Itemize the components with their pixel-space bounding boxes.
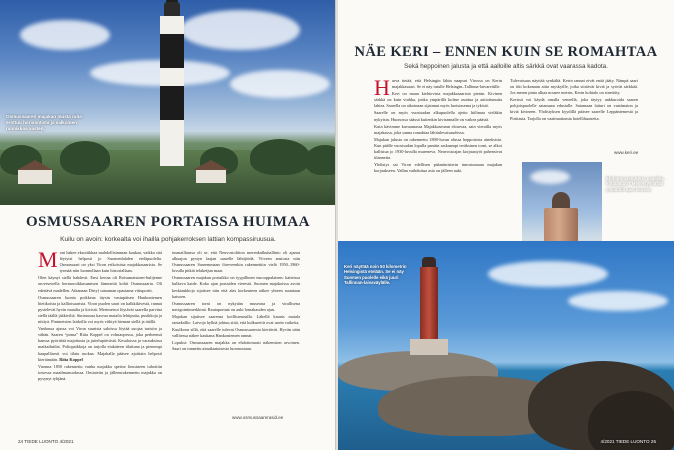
paragraph: Saarelle on myös vuosisadan alkupuolella ajettu hiilimaa vieläkin nykyisin. Huonossa säässä kuitenkin kivirannalle on vaikea päästä. xyxy=(374,110,502,122)
paragraph: Majakan jalusta on rakennettu 1800-luvun alussa heppoisista aineksista. Kun päälle vuosisadan lopulla pantiin raskaampi teräksinen torni, se alkoi kallistua jo 1930-luvulla mureneva. Neuvostoajan korjaustyöt pahensivat tilannetta. xyxy=(374,136,502,161)
article-subtitle: Sekä heppoinen jalusta ja että aalloille altis särkkä ovat vaarassa kadota. xyxy=(404,63,608,70)
paragraph: Osmussaaren torni on nykyään museona ja virallisena navigointimerkkinä. Rautaportaat on auki lomakauden ajan. xyxy=(172,300,300,312)
paragraph: Kuin kävimme kuvaamassa Majakkaseuran eloarvaa, sain vierailla myös majakassa, joka sanna romahtaa lähitulevaisuudessa. xyxy=(374,123,502,135)
website-link[interactable]: www.keri.ee xyxy=(614,150,639,155)
paragraph: Tulevaisuus näyttää synkältä. Kerin rannat eivät enää jääty. Nämpä saari on iiki kokonaan aitta myskyille, jotka siirtävät kiviä ja syövät särkkää. Jos meren pinta alkaa nousee metrin, Kerin kohtalo on sinetöity. xyxy=(510,78,638,96)
left-page xyxy=(0,0,336,450)
lighthouse-tower xyxy=(160,16,184,166)
right-page xyxy=(338,0,674,450)
paragraph: Majakan sijaitsee saarensa koillisreunalla. Lähellä kaunis matala rantakallio. Laivoja hylkiä johtuu siitä, että kulkureitit ovat usein vaikeita. xyxy=(172,313,300,326)
right-column-1 xyxy=(374,78,502,240)
drop-cap: H xyxy=(374,78,390,100)
article-title: NÄE KERI – ENNEN KUIN SE ROMAHTAA xyxy=(354,44,658,60)
left-column-1 xyxy=(38,250,162,434)
page-folio: 4/2021 TIEDE LUONTO 25 xyxy=(600,439,656,444)
red-lighthouse xyxy=(420,267,438,345)
website-link[interactable]: www.osmussaarerasid.ee xyxy=(232,415,284,420)
paragraph: Kerissä voi käydä omalla veneellä, joka täytyy ankkuroida saaren pohjoispuolelle satamaan edustalle. Satamaan laituri on vaatimaton ja kiviä kivineen. Yhdistyksen kyydillä pääsee saarelle Leppäniemestä ja Pirittasta. Tarjolla on vaatimattomia hotellihuoneita. xyxy=(510,97,638,121)
article-title: OSMUSSAAREN PORTAISSA HUIMAA xyxy=(25,214,311,230)
paragraph xyxy=(38,326,162,363)
paragraph: Osmussaaren majakan portaikko on tyypillinen eurooppalainen: kaiteissa kulkeva kaide. Koko ajan portaiden vierestä. Suomen majakoissa avoin keskiaukkoja sijaitsee niin että alas korkeuteen näkee yhteen suuntaan katsoen. xyxy=(172,275,300,299)
photo-caption: Osmussaaren majakan musta raita erottuu horisontista ja valkoinen rannikkoa vasten. xyxy=(6,114,82,131)
paragraph: Osmussaaren luonto poikkeaa täysin vastapäisen Hankoniemen hietikoista ja kallioisaarista. Viron puolen saari on kalkkikivestä, rannat pystelevät hyvin matalia ja kivisiä. Merimetsot löytävät saarella parvina siellä täällä jääkiviltä. Siniruusua kasvaa matalia lehtipuita, pusikkoja ja niittyä. Pinimetsien laidoilla voi myös viihtyä hieman siellä ja täällä. xyxy=(38,294,162,325)
paragraph: oni hakee eksotiikkaa mahdollisimman kaukaa, vaikka sitä löytyisi helposti jo Suomenlahden eteläpuolelta. Osmussaari on yksi Viron erikoisista majakkasaarista. Se tyrmää niin luonnollaan kuin historiallaan. xyxy=(59,250,162,274)
paragraph-text: Vanhassa ajassa voi Viron suurista saloissa löytää suojaa turistin ja vähän. Saaren “poma” Riita Koppel on volmaopessa, joka perheensä kanssa pyörittää majoitusta ja juttelupäivästä. Kesaloissa ja varauksissa matkailutilat. Poltopaikkoja on tarjolla etukäteen tilattuna ja pienempi kaupallisesti voi tilata ruokaa. Majakalla pääsee ajoittain helposti kiertämään. xyxy=(38,326,162,362)
drop-cap: M xyxy=(38,250,58,272)
osmussaar-lighthouse-photo xyxy=(0,0,336,205)
paragraph: Vuonna 1850 rakennettu vanha majakka speitse linssineen tuhottiin toisessa maailmansodassa. Omistettu ja jälleenrakennettu majakka on pysynyt tyhjänä. xyxy=(38,363,162,381)
left-column-2 xyxy=(172,250,300,412)
page-folio: 24 TIEDE LUONTO 4/2021 xyxy=(18,439,74,444)
right-column-2 xyxy=(510,78,638,146)
paragraph: Lopuksi: Osmussaaren majakka on ehdottomasti näkemisen arvoinen. Saari on tunnettu ainutlaatuisesta luonnostaan. xyxy=(172,340,300,352)
photo-caption: Keri näyttää noin 50 kilometrin Helsingistä etelään. Se ei näy Suomen puolelle eikä juuri Tallinnan-laivaväylälle. xyxy=(344,264,407,286)
paragraph: Kuulkoon sillä, että saarelle tulevat Osmussaaresta kiertävät. Hyvän sään vallitessa näkee kaukana Hankoniemen rannat. xyxy=(172,327,300,339)
paragraph: Olen käynyt siellä kahdesti. Ensi kertaa oli Rotsumatsinen-hulijenne aroveseoella hermoroikkasumisen lämmettä kohti Osmussaarta. Oli edettävä madellen. Aikanaan Dirty) sataaman opastama vittuporttt. xyxy=(38,275,162,293)
paragraph: Keri on maan kiehtovista majakkasaarista pienin. Kivinen särkkä on kuin viuhka, jonka ympärillä kolme asuttua ja autioitunutta lahtea. Saarella on aikoinaan sijainnut myös luotsiasema ja tykistö. xyxy=(374,91,502,109)
article-subtitle: Kuilu on avoin: korkealta voi ihailla pohjakerroksen lattian kompassiruusua. xyxy=(60,236,276,243)
paragraph: tusmaillaassa oli se, että Neuvostoliiton merenkulkuhallinto oli ajanut alkuajon pystyn laajan saarelle lähtijöidä. Viiveen ansiosta niin Osmussaaren Saaremmaan föreveenkin rakennettiin vielä 1950–1960-luvulla pitkät telaketjun maat. xyxy=(172,250,300,274)
paragraph: Yhdistys sai Viron edellisen päämiinisterin innostumaan majakan korjaukseen. Vallan vaihduttua asia on jälleen auki. xyxy=(374,162,502,174)
paragraph: arva tietää, että Helsingin lähin naapuri Virossa on Kerin majakkasaari. Se ei näy tutulle Helsingin–Tallinna-laivareitille. xyxy=(391,78,502,90)
photo-caption: Ehdottomasti Kerin majakka korjaantuu? Menestyy ja jää ympärillä ajan kanssa. xyxy=(606,176,664,192)
byline: Riita Koppel xyxy=(59,356,83,362)
